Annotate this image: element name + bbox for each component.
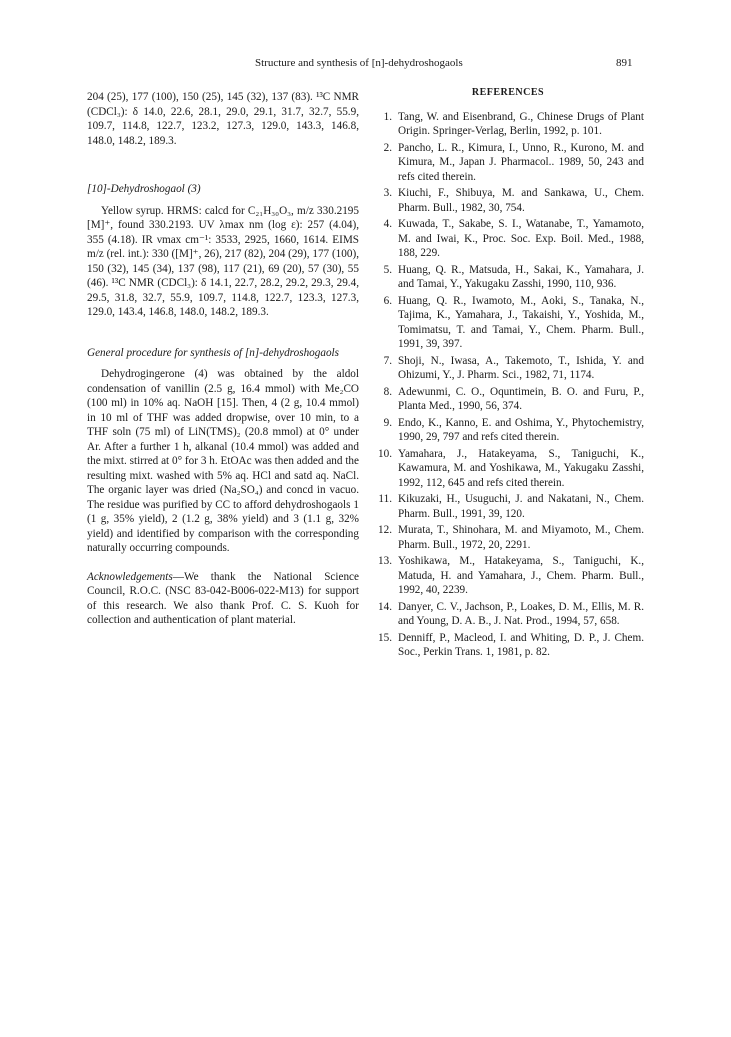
general-procedure-heading: General procedure for synthesis of [n]-dehydroshogaols	[87, 346, 340, 359]
left-column	[87, 90, 359, 639]
reference-text: Endo, K., Kanno, E. and Oshima, Y., Phytochemistry, 1990, 29, 797 and refs cited therein.	[398, 416, 644, 443]
reference-item	[372, 600, 644, 629]
references-column	[372, 86, 644, 662]
reference-item	[372, 294, 644, 352]
acknowledgements-text: —We thank the National Science Council, R.O.C. (NSC 83-042-B006-022-M13) for support of this research. We also thank Prof. C. S. Kuoh for collection and authentication of plant material.	[87, 570, 359, 626]
acknowledgements-paragraph	[87, 570, 359, 628]
reference-number: 13.	[378, 555, 392, 567]
compound3-paragraph: Yellow syrup. HRMS: calcd for C₂₁H₃₀O₃, m/z 330.2195 [M]⁺, found 330.2193. UV λmax nm (log ε): 257 (4.04), 355 (4.18). IR νmax cm⁻¹: 3533, 2925, 1660, 1614. EIMS m/z (rel. int.): 330 ([M]⁺, 26), 217 (82), 204 (29), 177 (100), 150 (32), 145 (34), 137 (98), 117 (21), 69 (20), 57 (30), 55 (46). ¹³C NMR (CDCl₃): δ 14.1, 22.7, 28.2, 29.2, 29.3, 29.4, 29.5, 31.8, 32.7, 55.9, 109.7, 114.8, 122.7, 123.3, 127.3, 129.0, 143.4, 146.8, 148.0, 148.2, 189.3.	[87, 204, 359, 318]
reference-item	[372, 554, 644, 598]
reference-item	[372, 186, 644, 215]
reference-text: Yamahara, J., Hatakeyama, S., Taniguchi, K., Kawamura, M. and Yoshikawa, M., Yakugaku Zasshi, 1992, 112, 645 and refs cited therein.	[398, 447, 644, 489]
general-procedure-paragraph: Dehydrogingerone (4) was obtained by the aldol condensation of vanillin (2.5 g, 16.4 mmol) with Me₂CO (100 ml) in 10% aq. NaOH [15]. Then, 4 (2 g, 10.4 mmol) in 10 ml of THF was added dropwise, over 10 min, to a THF soln (75 ml) of LiN(TMS)₂ (20.8 mmol) at 0° under Ar. After a further 1 h, alkanal (10.4 mmol) was added and the mixt. stirred at 0° for 3 h. EtOAc was then added and the resulting mixt. washed with 5% aq. HCl and satd aq. NaCl. The organic layer was dried (Na₂SO₄) and concd in vacuo. The residue was purified by CC to afford dehydroshogaols 1 (1 g, 35% yield), 2 (1.2 g, 38% yield) and 3 (1.1 g, 32% yield) and identified by comparison with the corresponding naturally occurring compounds.	[87, 368, 359, 554]
reference-number: 5.	[383, 263, 392, 276]
reference-item	[372, 263, 644, 292]
reference-text: Tang, W. and Eisenbrand, G., Chinese Drugs of Plant Origin. Springer-Verlag, Berlin, 1992, p. 101.	[398, 110, 644, 137]
reference-text: Kiuchi, F., Shibuya, M. and Sankawa, U., Chem. Pharm. Bull., 1982, 30, 754.	[398, 187, 644, 214]
reference-number: 11.	[378, 493, 392, 505]
reference-text: Kuwada, T., Sakabe, S. I., Watanabe, T., Yamamoto, M. and Iwai, K., Proc. Soc. Exp. Boil. Med., 1988, 188, 229.	[398, 218, 644, 259]
reference-text: Denniff, P., Macleod, I. and Whiting, D. P., J. Chem. Soc., Perkin Trans. 1, 1981, p. 82.	[398, 631, 644, 658]
reference-item	[372, 217, 644, 261]
reference-text: Kikuzaki, H., Usuguchi, J. and Nakatani, N., Chem. Pharm. Bull., 1991, 39, 120.	[398, 493, 644, 520]
running-title: Structure and synthesis of [n]-dehydroshogaols	[255, 57, 463, 69]
acknowledgements-label: Acknowledgements	[87, 570, 173, 583]
reference-item	[372, 447, 644, 491]
reference-number: 8.	[383, 385, 392, 398]
reference-text: Huang, Q. R., Iwamoto, M., Aoki, S., Tanaka, N., Tajima, K., Yamahara, J., Takaishi, Y., Yoshida, M., Tomimatsu, T. and Tamai, Y., Chem. Pharm. Bull., 1991, 39, 397.	[398, 294, 644, 350]
reference-item	[372, 631, 644, 660]
reference-number: 7.	[383, 354, 392, 367]
reference-text: Danyer, C. V., Jachson, P., Loakes, D. M., Ellis, M. R. and Young, D. A. B., J. Nat. Prod., 1994, 57, 658.	[398, 600, 644, 627]
reference-number: 4.	[383, 218, 392, 230]
reference-number: 10.	[378, 447, 392, 460]
reference-number: 14.	[378, 600, 392, 613]
reference-item	[372, 385, 644, 414]
reference-number: 15.	[378, 631, 392, 644]
reference-number: 9.	[383, 416, 392, 429]
page-header	[0, 57, 731, 73]
compound3-heading: [10]-Dehydroshogaol (3)	[87, 183, 201, 195]
reference-item	[372, 492, 644, 521]
references-heading: REFERENCES	[471, 87, 545, 98]
references-list	[372, 110, 644, 660]
reference-text: Adewunmi, C. O., Oquntimein, B. O. and Furu, P., Planta Med., 1990, 56, 374.	[398, 385, 644, 412]
page-number: 891	[616, 57, 633, 69]
reference-text: Murata, T., Shinohara, M. and Miyamoto, M., Chem. Pharm. Bull., 1972, 20, 2291.	[398, 524, 644, 551]
reference-item	[372, 354, 644, 383]
continuation-paragraph: 204 (25), 177 (100), 150 (25), 145 (32), 137 (83). ¹³C NMR (CDCl₃): δ 14.0, 22.6, 28.1, 29.0, 29.1, 31.7, 32.7, 55.9, 109.7, 114.8, 122.7, 123.2, 127.3, 129.0, 143.3, 146.8, 148.0, 148.2, 189.3.	[87, 91, 359, 147]
reference-number: 6.	[383, 294, 392, 307]
reference-number: 1.	[383, 110, 392, 123]
reference-number: 2.	[383, 141, 392, 154]
reference-text: Huang, Q. R., Matsuda, H., Sakai, K., Yamahara, J. and Tamai, Y., Yakugaku Zasshi, 1990, 110, 936.	[398, 263, 644, 290]
reference-item	[372, 110, 644, 139]
reference-text: Yoshikawa, M., Hatakeyama, S., Taniguchi, K., Matuda, H. and Yamahara, J., Chem. Pharm. Bull., 1992, 40, 2239.	[398, 555, 644, 596]
reference-text: Pancho, L. R., Kimura, I., Unno, R., Kurono, M. and Kimura, M., Japan J. Pharmacol.. 1989, 50, 243 and refs cited therein.	[398, 141, 644, 183]
reference-item	[372, 416, 644, 445]
reference-number: 3.	[383, 187, 392, 199]
reference-item	[372, 141, 644, 185]
reference-number: 12.	[378, 524, 392, 536]
reference-text: Shoji, N., Iwasa, A., Takemoto, T., Ishida, Y. and Ohizumi, Y., J. Pharm. Sci., 1982, 71, 1174.	[398, 354, 644, 381]
reference-item	[372, 523, 644, 552]
